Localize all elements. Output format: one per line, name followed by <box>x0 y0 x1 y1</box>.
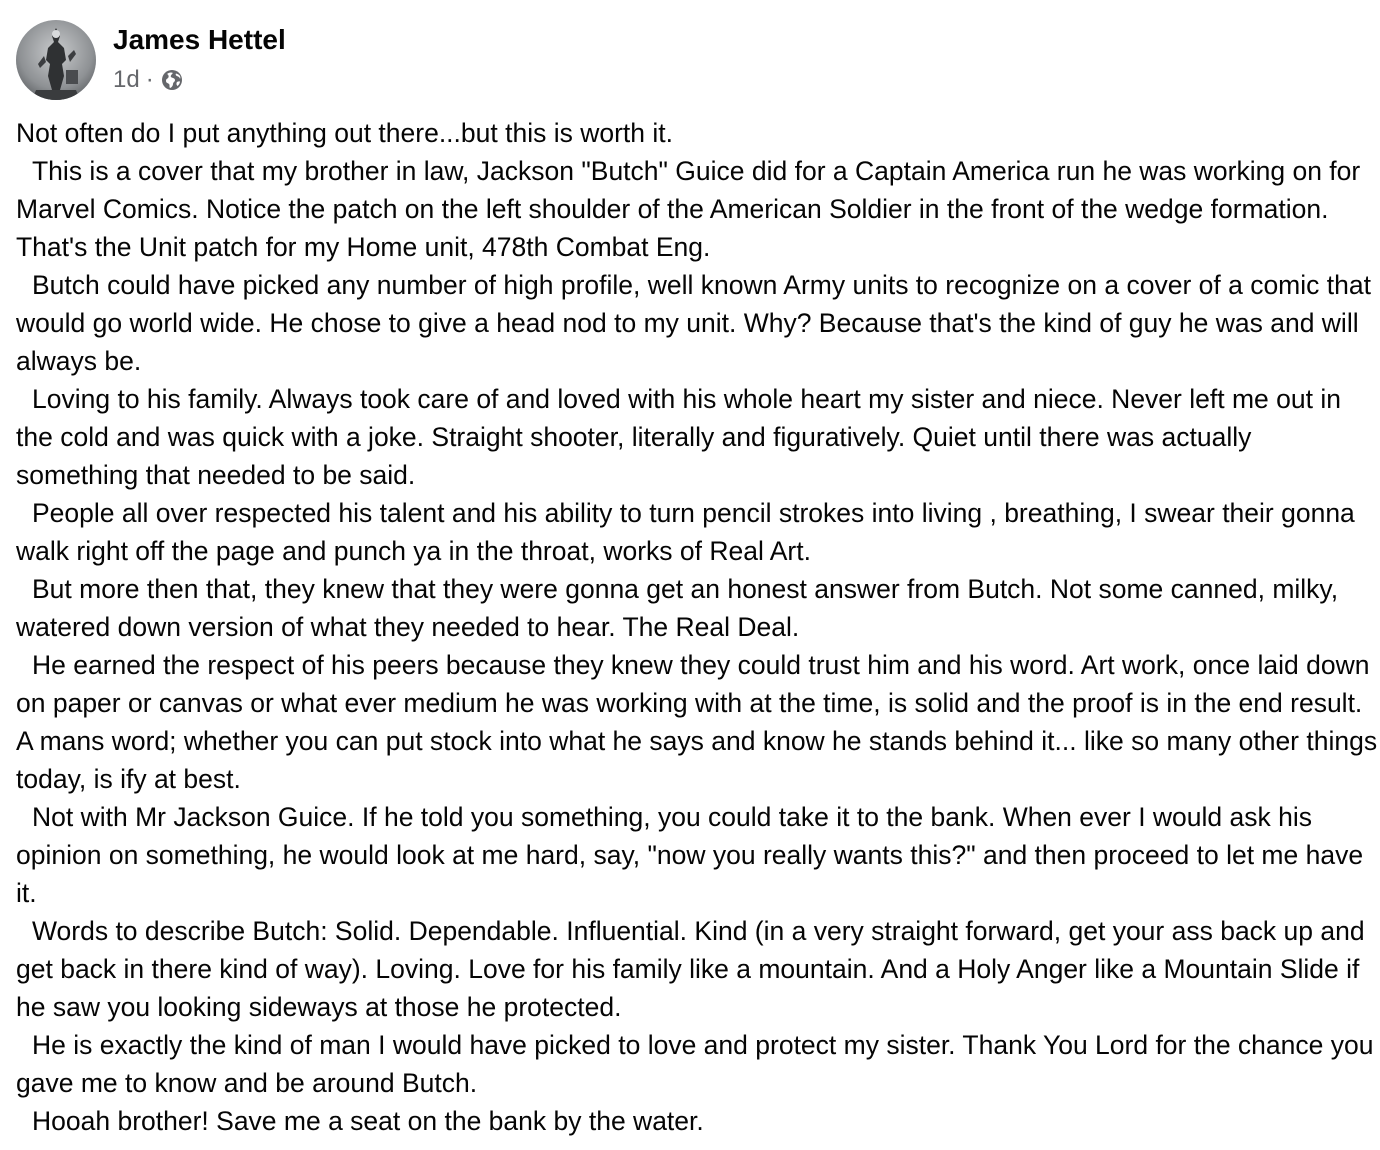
meta-separator: · <box>145 66 154 93</box>
globe-icon[interactable] <box>160 68 184 92</box>
post-paragraph: He is exactly the kind of man I would have picked to love and protect my sister. Thank You Lord for the chance you gave me to know and be around Butch. <box>16 1030 1374 1098</box>
post-paragraph: People all over respected his talent and his ability to turn pencil strokes into living , breathing, I swear their gonna walk right off the page and punch ya in the throat, works of Real Art. <box>16 498 1355 566</box>
post-paragraph: Loving to his family. Always took care of and loved with his whole heart my sister and niece. Never left me out in the cold and was quick with a joke. Straight shooter, literally and figuratively. Quiet until there was actually something that needed to be said. <box>16 384 1341 490</box>
post-paragraph: But more then that, they knew that they were gonna get an honest answer from Butch. Not some canned, milky, watered down version of what they needed to hear. The Real Deal. <box>16 574 1339 642</box>
author-name[interactable]: James Hettel <box>113 24 286 55</box>
post-meta <box>113 64 184 96</box>
post-paragraph: Not with Mr Jackson Guice. If he told you something, you could take it to the bank. When ever I would ask his opinion on something, he would look at me hard, say, "now you really wants this?" and then proceed to let me have it. <box>16 802 1364 908</box>
post-paragraph: Not often do I put anything out there...but this is worth it. <box>16 118 673 148</box>
post-body <box>16 114 1378 1140</box>
avatar-image <box>16 20 96 100</box>
post-timestamp[interactable]: 1d <box>113 66 140 93</box>
post-paragraph: Butch could have picked any number of high profile, well known Army units to recognize on a cover of a comic that would go world wide. He chose to give a head nod to my unit. Why? Because that's the kind of guy he was and will always be. <box>16 270 1371 376</box>
post-paragraph: This is a cover that my brother in law, Jackson "Butch" Guice did for a Captain America run he was working on for Marvel Comics. Notice the patch on the left shoulder of the American Soldier in the front of the wedge formation. That's the Unit patch for my Home unit, 478th Combat Eng. <box>16 156 1361 262</box>
post-paragraph: He earned the respect of his peers because they knew they could trust him and his word. Art work, once laid down on paper or canvas or what ever medium he was working with at the time, is solid and the proof is in the end result. A mans word; whether you can put stock into what he says and know he stands behind it... like so many other things today, is ify at best. <box>16 650 1378 794</box>
post-paragraph: Hooah brother! Save me a seat on the bank by the water. <box>32 1106 704 1136</box>
post-paragraph: Words to describe Butch: Solid. Dependable. Influential. Kind (in a very straight forward, get your ass back up and get back in there kind of way). Loving. Love for his family like a mountain. And a Holy Anger like a Mountain Slide if he saw you looking sideways at those he protected. <box>16 916 1365 1022</box>
author-avatar[interactable] <box>16 20 96 100</box>
